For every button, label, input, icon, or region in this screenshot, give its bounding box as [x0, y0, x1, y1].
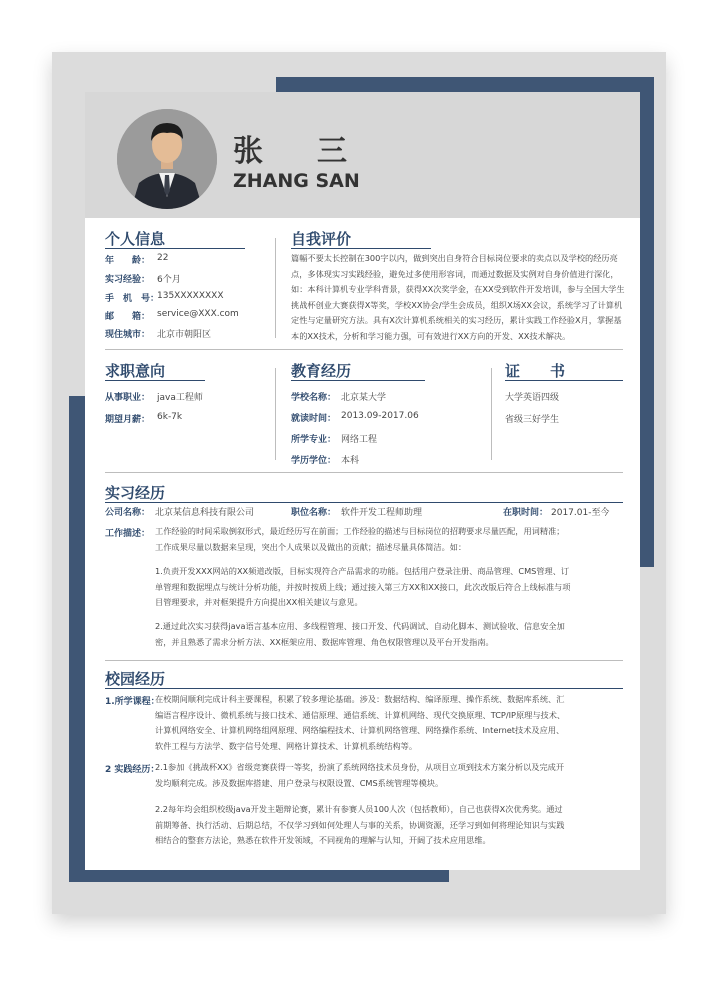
campus-debate-line: 相结合的整套方法论，熟悉在软件开发领域，不同视角的理解与认知，开阔了技术应用思维。 [155, 835, 491, 845]
info-label-phone: 手 机 号： [105, 294, 160, 304]
intern-paragraph-1 [155, 564, 625, 611]
intern-intro-line: 工作经验的时间采取倒叙形式，最近经历写在前面；工作经验的描述与目标岗位的招聘要求尽量匹配，用词精准； [155, 526, 565, 536]
name-english: ZHANG SAN [233, 170, 360, 192]
campus-practice-line: 发均顺利完成。涉及数据库搭建、用户登录与权限设置、CMS系统管理等模块。 [155, 777, 444, 788]
edu-value-major: 网络工程 [341, 435, 378, 445]
self-eval-line: 如：本科计算机专业学科背景，获得XX次奖学金，在XX受到软件开发培训，参与全国大学生 [291, 284, 625, 294]
column-divider [275, 368, 276, 460]
intern-label-position: 职位名称： [291, 508, 337, 518]
campus-practice-line: 2.1参加《挑战杯XX》省级竞赛获得一等奖，扮演了系统网络技术员身份，从项目立项到技术方案分析以及完成开 [155, 762, 565, 772]
job-label-occupation: 从事职业： [105, 393, 151, 403]
certificate-item: 大学英语四级 [505, 393, 560, 403]
campus-label-courses: 1.所学课程： [105, 697, 160, 707]
campus-debate-text [155, 802, 625, 849]
self-eval-line: 点，多体现实习实践经验，避免过多使用形容词，而通过数据及实例对自身价值进行深化， [291, 268, 619, 279]
section-title-self-eval: 自我评价 [291, 230, 352, 248]
campus-label-practice: 2 实践经历： [105, 765, 160, 775]
section-title-campus: 校园经历 [105, 670, 166, 688]
intern-value-time: 2017.01-至今 [551, 508, 610, 518]
edu-label-school: 学校名称： [291, 393, 337, 403]
info-value-experience: 6个月 [157, 275, 181, 285]
edu-label-major: 所学专业： [291, 435, 337, 445]
info-label-city: 现住城市： [105, 330, 151, 340]
self-eval-text [291, 251, 631, 344]
campus-courses-line: 编语言程序设计、微机系统与接口技术、通信原理、通信系统、计算机网络、现代交换原理、TCP/IP原理与技术、 [155, 709, 566, 720]
intern-value-position: 软件开发工程师助理 [341, 508, 423, 518]
info-label-experience: 实习经验： [105, 275, 151, 285]
intern-paragraph-2 [155, 619, 625, 650]
job-value-occupation: java工程师 [157, 393, 203, 403]
campus-practice-text [155, 760, 625, 791]
column-divider [491, 368, 492, 460]
person-icon [117, 109, 217, 209]
intern-p2-line: 密，并且熟悉了需求分析方法、XX框架应用、数据库管理、角色权限管理以及平台开发指南。 [155, 636, 494, 647]
intern-p1-line: 1.负责开发XXX网站的XX频道改版，目标实现符合产品需求的功能。包括用户登录注册、商品管理、CMS管理、订 [155, 566, 570, 576]
section-underline [291, 248, 431, 249]
column-divider [275, 238, 276, 338]
info-label-age: 年 龄： [105, 256, 151, 266]
section-title-certificates: 证 书 [505, 362, 566, 380]
edu-label-period: 就读时间： [291, 414, 337, 424]
campus-courses-line: 在校期间顺利完成计科主要课程，积累了较多理论基础。涉及：数据结构、编译原理、操作系统、数据库系统、汇 [155, 694, 565, 704]
edu-label-degree: 学历学位： [291, 456, 337, 466]
section-underline [291, 380, 425, 381]
intern-p1-line: 单管理和数据埋点与统计分析功能，并按时按质上线；通过接入第三方XX和XX接口，此次改版后符合上线标准与项 [155, 581, 571, 592]
certificate-item: 省级三好学生 [505, 415, 560, 425]
intern-label-time: 在职时间： [503, 508, 549, 518]
info-value-age: 22 [157, 253, 169, 263]
section-title-job-intent: 求职意向 [105, 362, 166, 380]
edu-value-period: 2013.09-2017.06 [341, 411, 419, 421]
intern-p2-line: 2.通过此次实习获得java语言基本应用、多线程管理、接口开发、代码调试、自动化脚本、测试验收、信息安全加 [155, 621, 565, 631]
info-label-email: 邮 箱： [105, 312, 151, 322]
profile-photo [117, 109, 217, 209]
section-divider [105, 472, 623, 473]
edu-value-degree: 本科 [341, 456, 360, 466]
section-title-personal: 个人信息 [105, 230, 166, 248]
campus-courses-line: 计算机网络安全、计算机网络组网原理、网络编程技术、计算机网络管理、网络操作系统、Internet技术及应用、 [155, 725, 565, 735]
resume-page [85, 92, 640, 870]
section-divider [105, 660, 623, 661]
section-underline [105, 248, 245, 249]
campus-courses-line: 软件工程与方法学、数字信号处理、网格计算技术、计算机系统结构等。 [155, 740, 418, 751]
info-value-email: service@XXX.com [157, 309, 239, 319]
section-underline [105, 380, 205, 381]
info-value-city: 北京市朝阳区 [157, 330, 212, 340]
intern-label-company: 公司名称： [105, 508, 151, 518]
intern-intro [155, 524, 625, 555]
campus-debate-line: 2.2每年均会组织校级java开发主题辩论赛，累计有参赛人员100人次（包括教师），自己也获得X次优秀奖。通过 [155, 804, 563, 814]
info-value-phone: 135XXXXXXXX [157, 291, 224, 301]
section-title-internship: 实习经历 [105, 484, 166, 502]
intern-value-company: 北京某信息科技有限公司 [155, 508, 255, 518]
resume-header [85, 92, 640, 218]
name-chinese: 张 三 [233, 134, 359, 169]
section-underline [105, 502, 623, 503]
self-eval-line: 挑战杯创业大赛获得X等奖，学校XX协会/学生会成员，组织X场XX会议，系统学习了计算机 [291, 299, 623, 310]
intern-p1-line: 目管理要求，并对框架提升方向提出XX相关建议与意见。 [155, 597, 363, 607]
section-underline [105, 688, 623, 689]
intern-intro-line: 工作成果尽量以数据来呈现，突出个人成果以及做出的贡献；描述尽量具体简洁。如： [155, 541, 467, 552]
job-value-salary: 6k-7k [157, 412, 183, 422]
section-underline [505, 380, 623, 381]
section-divider [105, 349, 623, 350]
job-label-salary: 期望月薪： [105, 415, 151, 425]
self-eval-line: 定性与定量研究方法。具有X次计算机系统相关的实习经历，累计实践工作经验X月，掌握基 [291, 315, 622, 325]
campus-debate-line: 前期筹备、执行活动、后期总结，不仅学习到如何处理人与事的关系，协调资源，还学习到如何将理论知识与实践 [155, 819, 565, 830]
self-eval-line: 篇幅不要太长控制在300字以内，做到突出自身符合目标岗位要求的卖点以及学校的经历亮 [291, 253, 618, 263]
edu-value-school: 北京某大学 [341, 393, 387, 403]
self-eval-line: 本的XX技术，分析和学习能力强，可有效进行XX方向的开发、XX技术解决。 [291, 330, 571, 341]
campus-courses-text [155, 692, 625, 754]
intern-label-desc: 工作描述： [105, 529, 151, 539]
section-title-education: 教育经历 [291, 362, 352, 380]
